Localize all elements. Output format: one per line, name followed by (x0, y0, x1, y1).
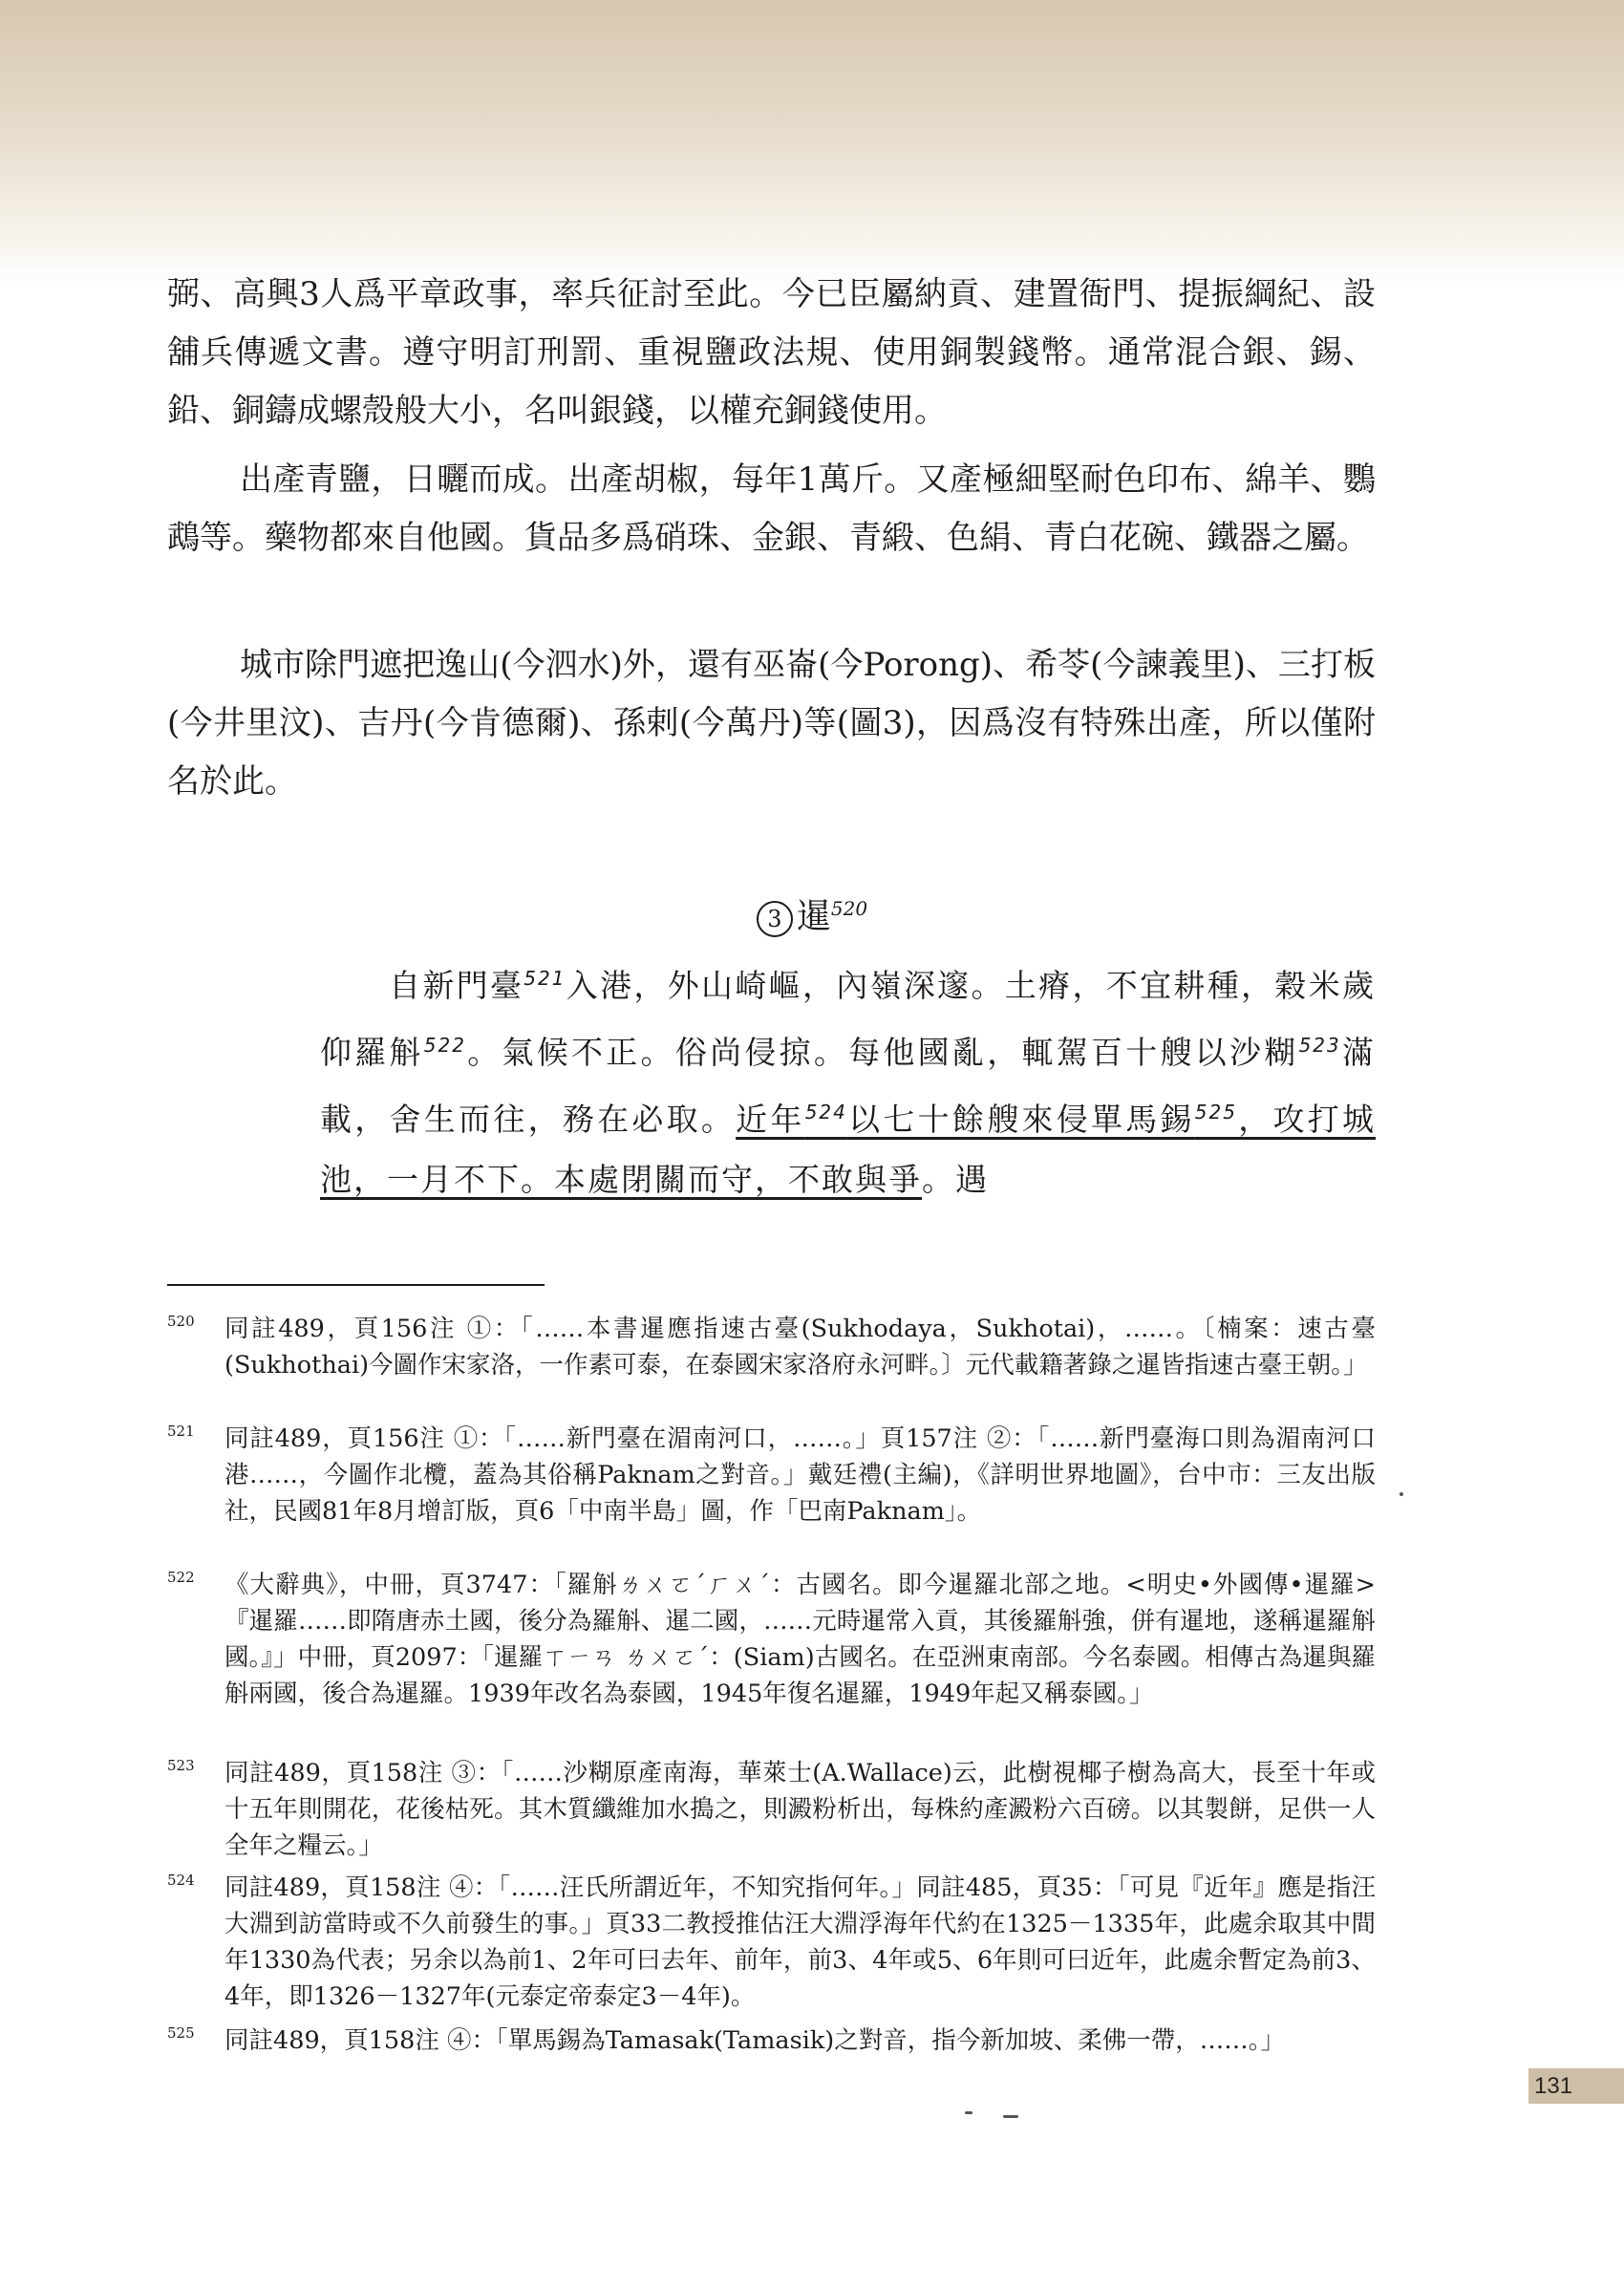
footnote-524 (167, 1870, 1376, 2015)
scan-speck (1400, 1492, 1403, 1496)
footnote-ref-522[interactable]: 522 (423, 1034, 466, 1057)
footnote-522 (167, 1567, 1376, 1712)
footnote-number: 524 (167, 1872, 195, 1889)
footnote-521 (167, 1421, 1376, 1530)
page-top-shading (0, 0, 1624, 287)
section-number-circle: 3 (757, 901, 793, 937)
footnote-525 (167, 2022, 1376, 2059)
footnote-text: 同註489，頁158注 ④：「單馬錫為Tamasak(Tamasik)之對音，指今新加坡、柔佛一帶，……。」 (224, 2026, 1286, 2055)
body-paragraph-1: 弼、高興3人爲平章政事，率兵征討至此。今已臣屬納貢、建置衙門、提振綱紀、設舖兵傳遞文書。遵守明訂刑罰、重視鹽政法規、使用銅製錢幣。通常混合銀、錫、鉛、銅鑄成螺殼般大小，名叫銀錢，以權充銅錢使用。 (167, 275, 1376, 430)
footnote-number: 520 (167, 1313, 195, 1330)
footnote-ref-521[interactable]: 521 (524, 967, 566, 990)
footnote-divider (167, 1284, 545, 1286)
footnote-number: 521 (167, 1423, 195, 1440)
footnote-number: 522 (167, 1569, 195, 1586)
footnote-text: 同註489，頁156注 ①：「……本書暹應指速古臺(Sukhodaya，Sukhotai)，……。〔楠案：速古臺(Sukhothai)今圖作宋家洛，一作素可泰，在泰國宋家洛府永河畔。〕元代載籍著錄之暹皆指速古臺王朝。」 (224, 1315, 1376, 1380)
footnote-ref-520[interactable]: 520 (830, 897, 868, 920)
scan-speck (1003, 2115, 1018, 2118)
footnote-523 (167, 1755, 1376, 1864)
footnote-text: 同註489，頁156注 ①：「……新門臺在湄南河口，……。」頁157注 ②：「……新門臺海口則為湄南河口港……，今圖作北欖，蓋為其俗稱Paknam之對音。」戴廷禮(主編)，《詳明世界地圖》，台中市：三友出版社，民國81年8月增訂版，頁6「中南半島」圖，作「巴南Paknam」。 (224, 1424, 1376, 1526)
footnote-number: 525 (167, 2024, 195, 2042)
footnote-ref-523[interactable]: 523 (1298, 1034, 1341, 1057)
body-paragraph-3: 城市除門遮把逸山(今泗水)外，還有巫崙(今Porong)、希苓(今諫義里)、三打板(今井里汶)、吉丹(今肯德爾)、孫剌(今萬丹)等(圖3)，因爲沒有特殊出產，所以僅附名於此。 (167, 646, 1376, 801)
scan-speck (965, 2111, 972, 2114)
section-heading (0, 889, 1624, 938)
footnote-number: 523 (167, 1757, 195, 1774)
footnote-text: 同註489，頁158注 ④：「……汪氏所謂近年，不知究指何年。」同註485，頁35：「可見『近年』應是指汪大淵到訪當時或不久前發生的事。」頁33二教授推估汪大淵浮海年代約在1325－1335年，此處余取其中間年1330為代表；另余以為前1、2年可曰去年、前年，前3、4年或5、6年則可曰近年，此處余暫定為前3、4年，即1326－1327年(元泰定帝泰定3－4年)。 (224, 1873, 1376, 2011)
underlined-passage: 近年$^{524}$以七十餘艘來侵單馬錫$^{525}$，攻打城池，一月不下。本處閉關而守，不敢與爭 (320, 1101, 1377, 1198)
body-paragraph-2: 出產青鹽，日曬而成。出產胡椒，每年1萬斤。又產極細堅耐色印布、綿羊、鸚鵡等。藥物都來自他國。貨品多爲硝珠、金銀、青緞、色絹、青白花碗、鐵器之屬。 (167, 460, 1376, 557)
footnote-520 (167, 1311, 1376, 1383)
section-title: 暹 (796, 897, 831, 936)
footnote-ref-525[interactable]: 525 (1194, 1101, 1237, 1124)
footnote-text: 《大辭典》，中冊，頁3747：「羅斛ㄌㄨㄛˊㄏㄨˊ：古國名。即今暹羅北部之地。<明史•外國傳•暹羅>『暹羅……即隋唐赤土國，後分為羅斛、暹二國，……元時暹常入貢，其後羅斛強，併有暹地，遂稱暹羅斛國。』」中冊，頁2097：「暹羅ㄒㄧㄢ ㄌㄨㄛˊ：(Siam)古國名。在亞洲東南部。今名泰國。相傳古為暹與羅斛兩國，後合為暹羅。1939年改名為泰國，1945年復名暹羅，1949年起又稱泰國。」 (224, 1571, 1376, 1708)
quoted-source-text: 自新門臺$^{521}$入港，外山崎嶇，內嶺深邃。土瘠，不宜耕種，穀米歲仰羅斛$^{522}$。氣候不正。俗尚侵掠。每他國亂，輒駕百十艘以沙糊$^{523}$滿載，舍生而往，務在必取。近年$^{524}$以七十餘艘來侵單馬錫$^{525}$，攻打城池，一月不下。本處閉關而守，不敢與爭。遇 (320, 967, 1377, 1198)
page-number: 131 (1528, 2068, 1624, 2104)
footnote-text: 同註489，頁158注 ③：「……沙糊原產南海，華萊士(A.Wallace)云，此樹視椰子樹為高大，長至十年或十五年則開花，花後枯死。其木質纖維加水搗之，則澱粉析出，每株約產澱粉六百磅。以其製餅，足供一人全年之糧云。」 (224, 1759, 1376, 1860)
footnote-ref-524[interactable]: 524 (804, 1101, 847, 1124)
